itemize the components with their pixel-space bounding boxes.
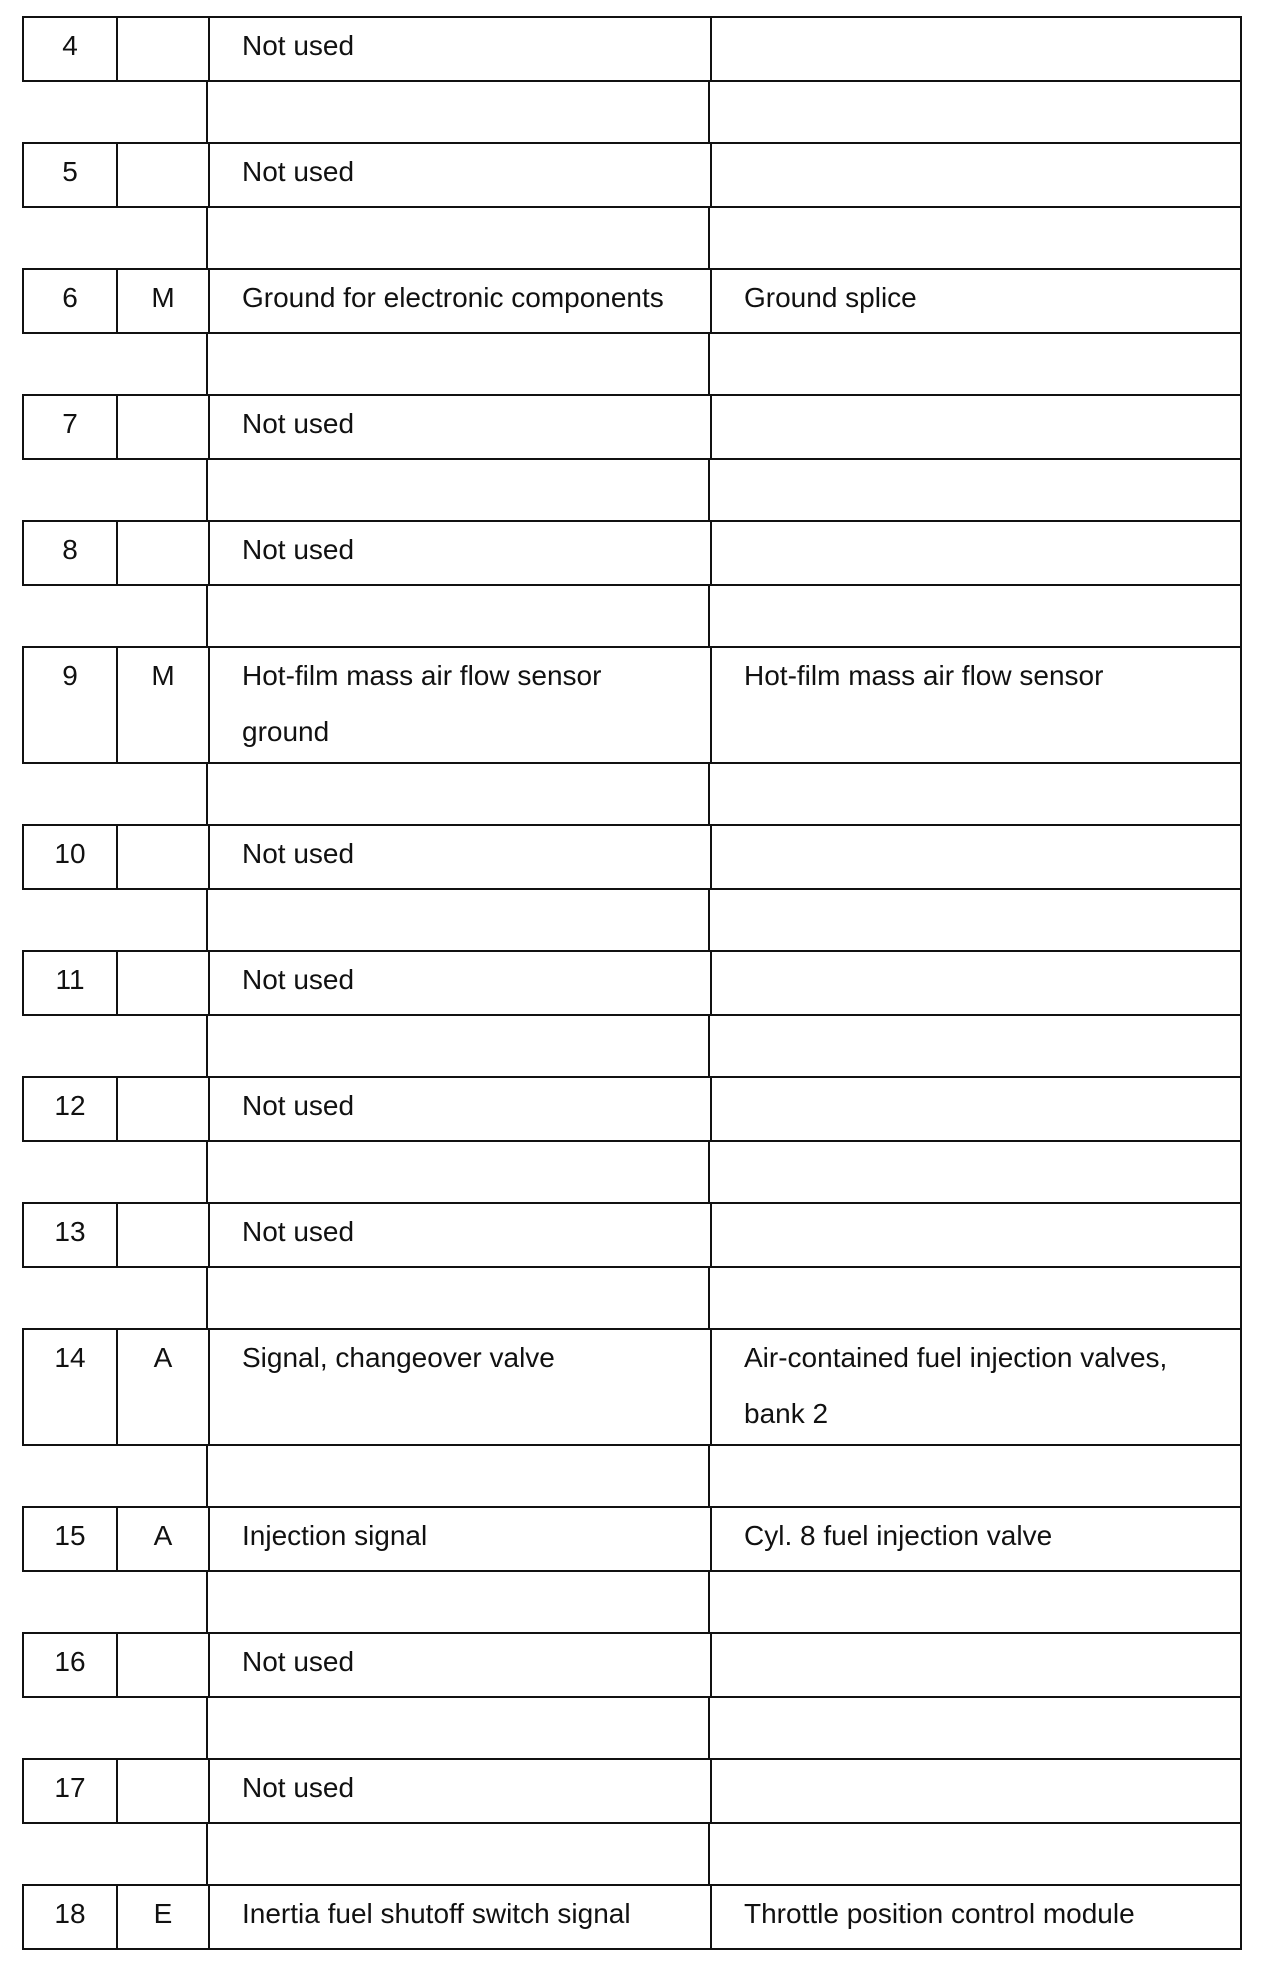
component-cell — [710, 1760, 1240, 1822]
code-cell: M — [116, 648, 208, 762]
spacer-component-cell — [708, 1572, 1240, 1632]
spacer-row — [22, 1572, 1240, 1634]
spacer-description-cell — [206, 1016, 708, 1076]
spacer-row — [22, 208, 1240, 270]
spacer-row — [22, 1446, 1240, 1508]
component-cell — [710, 1204, 1240, 1266]
description-cell: Hot-film mass air flow sensor ground — [208, 648, 710, 762]
spacer-row — [22, 586, 1240, 648]
description-cell: Not used — [208, 18, 710, 80]
table-row — [22, 144, 1240, 208]
spacer-description-cell — [206, 1268, 708, 1328]
table-row — [22, 396, 1240, 460]
description-cell: Not used — [208, 952, 710, 1014]
spacer-component-cell — [708, 1698, 1240, 1758]
spacer-component-cell — [708, 460, 1240, 520]
code-cell: A — [116, 1330, 208, 1444]
pin-cell: 13 — [54, 1216, 86, 1247]
description-cell: Not used — [208, 826, 710, 888]
table-row — [22, 1330, 1240, 1446]
spacer-row — [22, 1142, 1240, 1204]
table-row — [22, 1886, 1240, 1950]
pin-cell: 8 — [62, 534, 78, 565]
pin-cell: 18 — [54, 1898, 86, 1929]
pin-cell: 4 — [62, 30, 78, 61]
description-cell: Not used — [208, 1204, 710, 1266]
pin-cell: 10 — [54, 838, 86, 869]
pin-cell: 9 — [62, 660, 78, 691]
spacer-description-cell — [206, 586, 708, 646]
spacer-description-cell — [206, 1572, 708, 1632]
component-cell: Hot-film mass air flow sensor — [710, 648, 1240, 762]
table-row — [22, 648, 1240, 764]
description-cell: Not used — [208, 396, 710, 458]
description-cell: Signal, changeover valve — [208, 1330, 710, 1444]
component-cell — [710, 1634, 1240, 1696]
spacer-row — [22, 1268, 1240, 1330]
spacer-description-cell — [206, 1698, 708, 1758]
spacer-component-cell — [708, 890, 1240, 950]
component-cell — [710, 396, 1240, 458]
table-row — [22, 1760, 1240, 1824]
description-cell: Not used — [208, 1078, 710, 1140]
spacer-description-cell — [206, 1446, 708, 1506]
spacer-description-cell — [206, 460, 708, 520]
component-cell — [710, 826, 1240, 888]
code-cell: E — [116, 1886, 208, 1948]
pin-cell: 15 — [54, 1520, 86, 1551]
table-row — [22, 826, 1240, 890]
spacer-component-cell — [708, 1016, 1240, 1076]
pin-cell: 11 — [55, 964, 85, 995]
spacer-description-cell — [206, 764, 708, 824]
spacer-component-cell — [708, 1824, 1240, 1884]
code-cell — [116, 1634, 208, 1696]
spacer-row — [22, 890, 1240, 952]
description-cell: Injection signal — [208, 1508, 710, 1570]
spacer-row — [22, 460, 1240, 522]
code-cell — [116, 1760, 208, 1822]
code-cell — [116, 144, 208, 206]
pin-cell: 14 — [54, 1342, 86, 1373]
code-cell — [116, 18, 208, 80]
pin-assignment-table — [22, 16, 1242, 1950]
spacer-component-cell — [708, 1268, 1240, 1328]
table-row — [22, 522, 1240, 586]
spacer-component-cell — [708, 334, 1240, 394]
pin-cell: 12 — [54, 1090, 86, 1121]
code-cell — [116, 952, 208, 1014]
spacer-description-cell — [206, 334, 708, 394]
description-cell: Inertia fuel shutoff switch signal — [208, 1886, 710, 1948]
code-cell: M — [116, 270, 208, 332]
component-cell — [710, 18, 1240, 80]
spacer-description-cell — [206, 890, 708, 950]
spacer-row — [22, 1016, 1240, 1078]
spacer-component-cell — [708, 1142, 1240, 1202]
component-cell: Cyl. 8 fuel injection valve — [710, 1508, 1240, 1570]
table-row — [22, 1634, 1240, 1698]
component-cell — [710, 522, 1240, 584]
code-cell — [116, 1204, 208, 1266]
component-cell: Air-contained fuel injection valves, bank 2 — [710, 1330, 1240, 1444]
code-cell — [116, 1078, 208, 1140]
spacer-row — [22, 334, 1240, 396]
spacer-component-cell — [708, 586, 1240, 646]
code-cell: A — [116, 1508, 208, 1570]
component-cell — [710, 1078, 1240, 1140]
table-row — [22, 18, 1240, 82]
pin-cell: 6 — [62, 282, 78, 313]
spacer-component-cell — [708, 82, 1240, 142]
spacer-description-cell — [206, 1824, 708, 1884]
spacer-component-cell — [708, 764, 1240, 824]
description-cell: Not used — [208, 144, 710, 206]
table-row — [22, 1078, 1240, 1142]
description-cell: Ground for electronic components — [208, 270, 710, 332]
pin-cell: 17 — [54, 1772, 86, 1803]
description-cell: Not used — [208, 1760, 710, 1822]
component-cell: Ground splice — [710, 270, 1240, 332]
table-row — [22, 952, 1240, 1016]
pin-cell: 16 — [54, 1646, 86, 1677]
table-row — [22, 1204, 1240, 1268]
description-cell: Not used — [208, 522, 710, 584]
pin-cell: 5 — [62, 156, 78, 187]
pin-cell: 7 — [62, 408, 78, 439]
spacer-component-cell — [708, 208, 1240, 268]
spacer-row — [22, 82, 1240, 144]
spacer-description-cell — [206, 208, 708, 268]
component-cell — [710, 144, 1240, 206]
code-cell — [116, 396, 208, 458]
component-cell — [710, 952, 1240, 1014]
spacer-component-cell — [708, 1446, 1240, 1506]
spacer-row — [22, 764, 1240, 826]
code-cell — [116, 826, 208, 888]
code-cell — [116, 522, 208, 584]
description-cell: Not used — [208, 1634, 710, 1696]
table-row — [22, 1508, 1240, 1572]
spacer-description-cell — [206, 1142, 708, 1202]
spacer-description-cell — [206, 82, 708, 142]
table-row — [22, 270, 1240, 334]
spacer-row — [22, 1698, 1240, 1760]
spacer-row — [22, 1824, 1240, 1886]
component-cell: Throttle position control module — [710, 1886, 1240, 1948]
